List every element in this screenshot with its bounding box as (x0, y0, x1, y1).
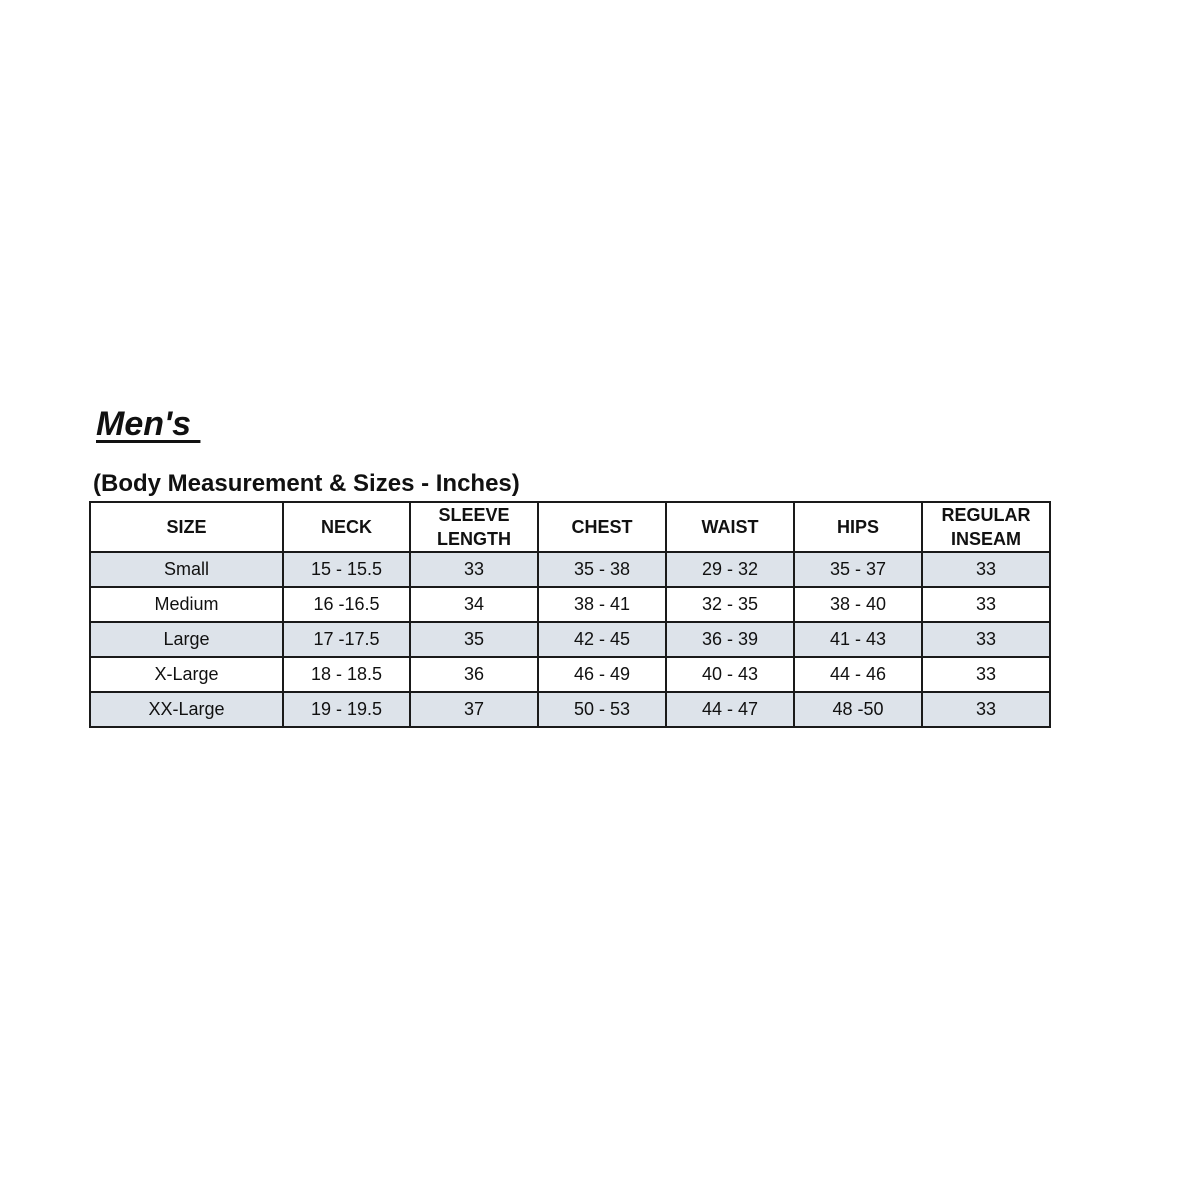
table-header-row (90, 502, 1050, 552)
cell-waist: 44 - 47 (666, 692, 794, 727)
header-waist-label: WAIST (701, 517, 759, 537)
cell-sleeve-length: 33 (410, 552, 538, 587)
cell-hips: 35 - 37 (794, 552, 922, 587)
table-row (90, 587, 1050, 622)
cell-size: Medium (90, 587, 283, 622)
cell-sleeve-length: 36 (410, 657, 538, 692)
cell-neck: 18 - 18.5 (283, 657, 410, 692)
cell-chest: 35 - 38 (538, 552, 666, 587)
header-neck-label: NECK (320, 517, 372, 537)
header-regular-inseam-line-1: REGULAR (941, 505, 1031, 525)
cell-regular-inseam: 33 (922, 552, 1050, 587)
header-sleeve-length (410, 502, 538, 552)
size-chart-table (89, 501, 1051, 728)
header-hips-label: HIPS (836, 517, 879, 537)
cell-chest: 46 - 49 (538, 657, 666, 692)
cell-neck: 19 - 19.5 (283, 692, 410, 727)
cell-hips: 41 - 43 (794, 622, 922, 657)
cell-neck: 16 -16.5 (283, 587, 410, 622)
cell-size: X-Large (90, 657, 283, 692)
header-chest (538, 502, 666, 552)
cell-sleeve-length: 34 (410, 587, 538, 622)
cell-size: Small (90, 552, 283, 587)
cell-waist: 29 - 32 (666, 552, 794, 587)
header-neck (283, 502, 410, 552)
cell-chest: 50 - 53 (538, 692, 666, 727)
cell-waist: 40 - 43 (666, 657, 794, 692)
header-sleeve-length-line-2: LENGTH (437, 529, 511, 549)
cell-regular-inseam: 33 (922, 587, 1050, 622)
page-title: Men's (96, 405, 201, 443)
header-regular-inseam (922, 502, 1050, 552)
table-subtitle: (Body Measurement & Sizes - Inches) (93, 470, 520, 497)
cell-regular-inseam: 33 (922, 622, 1050, 657)
header-chest-label: CHEST (571, 517, 633, 537)
table-row (90, 657, 1050, 692)
header-waist (666, 502, 794, 552)
header-size-label: SIZE (166, 517, 207, 537)
cell-waist: 32 - 35 (666, 587, 794, 622)
cell-regular-inseam: 33 (922, 692, 1050, 727)
cell-hips: 38 - 40 (794, 587, 922, 622)
header-hips (794, 502, 922, 552)
cell-hips: 48 -50 (794, 692, 922, 727)
cell-size: Large (90, 622, 283, 657)
cell-neck: 15 - 15.5 (283, 552, 410, 587)
cell-waist: 36 - 39 (666, 622, 794, 657)
table-row (90, 692, 1050, 727)
cell-regular-inseam: 33 (922, 657, 1050, 692)
cell-hips: 44 - 46 (794, 657, 922, 692)
header-regular-inseam-line-2: INSEAM (950, 529, 1021, 549)
cell-size: XX-Large (90, 692, 283, 727)
header-size (90, 502, 283, 552)
table-row (90, 552, 1050, 587)
cell-sleeve-length: 37 (410, 692, 538, 727)
cell-neck: 17 -17.5 (283, 622, 410, 657)
cell-chest: 42 - 45 (538, 622, 666, 657)
cell-sleeve-length: 35 (410, 622, 538, 657)
cell-chest: 38 - 41 (538, 587, 666, 622)
table-row (90, 622, 1050, 657)
header-sleeve-length-line-1: SLEEVE (438, 505, 510, 525)
